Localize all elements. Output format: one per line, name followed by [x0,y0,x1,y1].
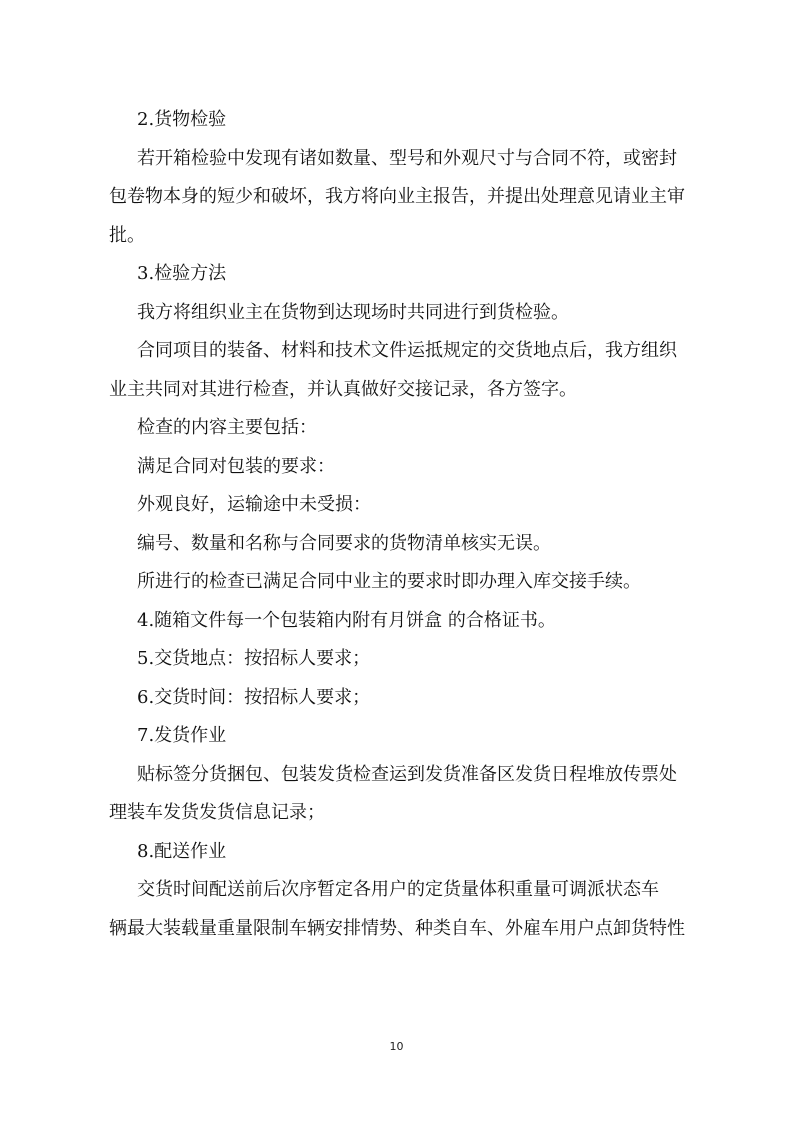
body-text [109,101,699,948]
text-line-item-4: 4.随箱文件每一个包装箱内附有月饼盒 的合格证书。 [137,609,556,631]
text-line: 我方将组织业主在货物到达现场时共同进行到货检验。 [137,301,569,323]
text-line: 外观良好，运输途中未受损： [137,494,371,515]
page-number: 10 [389,1040,404,1053]
text-line: 批。 [109,224,145,246]
text-line: 检查的内容主要包括： [137,417,317,438]
text-line: 交货时间配送前后次序暂定各用户的定货量体积重量可调派状态车 [137,879,659,900]
text-line: 满足合同对包装的要求： [137,455,335,477]
text-line-heading-inspection-method: 3.检验方法 [137,263,227,284]
text-line: 编号、数量和名称与合同要求的货物清单核实无误。 [137,532,551,554]
text-line-item-6: 6.交货时间：按招标人要求； [137,686,371,708]
text-line: 合同项目的装备、材料和技术文件运抵规定的交货地点后，我方组织 [137,340,677,361]
text-line: 贴标签分货捆包、包装发货检查运到发货准备区发货日程堆放传票处 [137,763,677,785]
text-line: 理装车发货发货信息记录； [109,802,325,823]
text-line: 包卷物本身的短少和破坏，我方将向业主报告，并提出处理意见请业主审 [109,186,685,207]
text-line-item-5: 5.交货地点：按招标人要求； [137,648,371,669]
text-line: 若开箱检验中发现有诸如数量、型号和外观尺寸与合同不符，或密封 [137,147,677,169]
text-line-heading-delivery: 8.配送作业 [137,840,227,862]
text-line: 辆最大装载量重量限制车辆安排情势、种类自车、外雇车用户点卸货特性 [109,917,685,939]
text-line: 所进行的检查已满足合同中业主的要求时即办理入库交接手续。 [137,571,641,592]
text-line-heading-shipping: 7.发货作业 [137,725,227,746]
text-line: 业主共同对其进行检查，并认真做好交接记录，各方签字。 [109,378,577,400]
text-line-heading-goods-inspection: 2.货物检验 [137,109,227,130]
